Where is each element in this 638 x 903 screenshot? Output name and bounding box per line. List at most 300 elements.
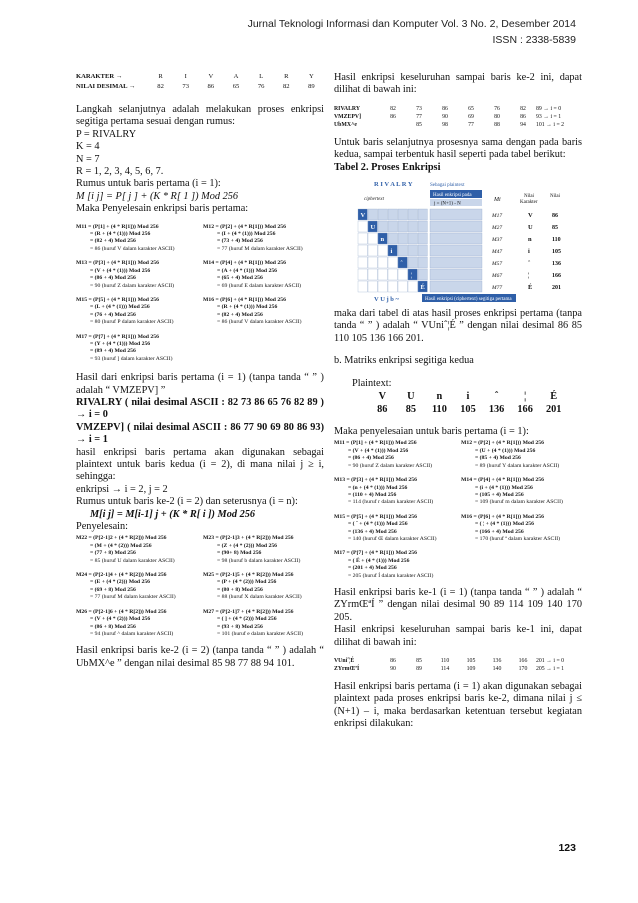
row-value: 98 <box>442 121 448 128</box>
formula-line: M[i j] = M[i-1] j + (K * R[ i ]) Mod 256 <box>90 508 256 520</box>
calc-header: M14 = (P[4] + (4 * R[1])) Mod 256 <box>203 260 286 267</box>
char-cell: Y <box>309 73 314 80</box>
paragraph: enkripsi → i = 2, j = 2 <box>76 483 168 495</box>
fig-cell <box>378 269 387 280</box>
paragraph: Langkah selanjutnya adalah melakukan proses enkripsi segitiga pertama sesuai dengan rumus: <box>76 104 324 128</box>
fig-diag-char: i <box>390 248 393 256</box>
row-value: 110 <box>440 658 450 664</box>
calc-line: = (85 + 4) Mod 256 <box>475 455 521 462</box>
calc-line: = (i + (4 * (1))) Mod 256 <box>475 484 533 491</box>
row-value: 86 <box>442 105 448 112</box>
fig-m-label: M47 <box>492 249 503 256</box>
row-value: 109 <box>466 666 476 672</box>
calc-line: = (86 + 4) Mod 256 <box>90 275 136 282</box>
calc-header: M27 = (P[2-1]7 + (4 * R[2])) Mod 256 <box>203 608 294 615</box>
calc-line: = 205 (huruf Í dalam karakter ASCII) <box>348 572 434 579</box>
row-value: 101 <box>536 121 545 128</box>
fig-result-char: V <box>528 212 533 220</box>
calc-cell <box>203 297 324 327</box>
fig-cell <box>408 281 417 292</box>
calc-cell <box>203 572 324 602</box>
fig-result-value: 86 <box>552 213 558 220</box>
calc-line: = (L + (4 * (1))) Mod 256 <box>90 304 150 311</box>
fig-result-value: 166 <box>552 273 561 280</box>
calc-cell <box>334 514 455 544</box>
calc-line: = (77 + 8) Mod 256 <box>90 550 136 557</box>
row-value: 73 <box>416 105 422 112</box>
calc-header: M12 = (P[2] + (4 * R[1])) Mod 256 <box>203 223 286 230</box>
paragraph: hasil enkripsi baris pertama akan digunakan sebagai plaintext untuk baris kedua (i = 2), di mana nilai j ≥ i, sehingga: <box>76 446 324 483</box>
paragraph: RIVALRY ( nilai desimal ASCII : 82 73 86 65 76 82 89 ) → i = 0 <box>76 396 324 421</box>
fig-formula-cell <box>430 245 482 256</box>
fig-diag-char: ˆ <box>400 260 403 268</box>
fig-m-label: M77 <box>492 285 503 292</box>
calc-line: = (V + (4 * (2))) Mod 256 <box>90 616 151 623</box>
fig-result-value: 110 <box>552 237 561 244</box>
fig-formula-cell <box>430 269 482 280</box>
row-value <box>380 121 406 129</box>
fig-result-char: U <box>528 224 533 232</box>
calc-line: = (110 + 4) Mod 256 <box>348 491 397 498</box>
calc-line: = (166 + 4) Mod 256 <box>475 528 524 535</box>
plaintext-char: ¦ <box>523 391 527 403</box>
calc-line: = (U + (4 * (1))) Mod 256 <box>475 447 536 454</box>
calc-cell <box>203 609 324 639</box>
fig-cell <box>408 245 417 256</box>
fig-diag-char: ¦ <box>410 272 412 280</box>
fig-cell <box>378 245 387 256</box>
fig-cell <box>358 281 367 292</box>
calc-cell <box>203 535 324 565</box>
fig-cell <box>388 233 397 244</box>
row-value: 93 <box>536 113 542 120</box>
calc-line: = 94 (huruf ^ dalam karakter ASCII) <box>90 630 174 637</box>
calc-header: M11 = (P[1] + (4 * R[1])) Mod 256 <box>76 223 159 230</box>
calc-line: = (136 + 4) Mod 256 <box>348 528 397 535</box>
val-cell: 82 <box>157 83 164 90</box>
formula-line: N = 7 <box>76 153 100 165</box>
fig-m-label: M17 <box>492 213 503 220</box>
calc-line: = 77 (huruf M dalam karakter ASCII) <box>90 594 176 601</box>
calc-cell <box>76 260 197 290</box>
fig-cell <box>398 233 407 244</box>
row-value: 80 <box>494 113 500 120</box>
row-value: 88 <box>494 121 500 128</box>
fig-cipher-label: ciphertext <box>364 197 384 203</box>
calc-line: = (Z + (4 * (2))) Mod 256 <box>217 542 278 549</box>
calc-header: M13 = (P[3] + (4 * R[1])) Mod 256 <box>334 477 417 484</box>
row-value: 85 <box>416 658 422 664</box>
calc-header: M15 = (P[5] + (4 * R[1])) Mod 256 <box>334 513 417 520</box>
calc-cell <box>461 514 582 544</box>
fig-cell <box>388 269 397 280</box>
calc-header: M17 = (P[7] + (4 * R[1])) Mod 256 <box>76 333 159 340</box>
fig-m-label: M67 <box>492 273 503 280</box>
fig-hasil-label: Hasil enkripsi pada <box>433 193 472 199</box>
fig-nilai-label2: Nilai <box>550 194 560 200</box>
row-value: 65 <box>468 105 474 112</box>
fig-cell <box>418 221 427 232</box>
paragraph: Hasil dari enkripsi baris pertama (i = 1) (tanpa tanda “ ” ) adalah “ VMZEPV] ” <box>76 372 324 396</box>
calc-cell <box>76 535 197 565</box>
formula-line: P = RIVALRY <box>76 128 137 140</box>
fig-cell <box>418 209 427 220</box>
row-value: 94 <box>520 121 526 128</box>
row-value: 76 <box>494 105 500 112</box>
calc-cell <box>76 334 197 364</box>
calc-line: = (P + (4 * (2))) Mod 256 <box>217 579 277 586</box>
row-value: 77 <box>468 121 474 128</box>
fig-cell <box>418 257 427 268</box>
calc-line: = (89 + 4) Mod 256 <box>90 348 136 355</box>
calc-line: = 69 (huruf E dalam karakter ASCII) <box>217 282 302 289</box>
formula-line: Maka Penyelesain enkripsi baris pertama: <box>76 203 249 215</box>
calc-line: = (R + (4 * (1))) Mod 256 <box>217 304 278 311</box>
calc-line: = (76 + 4) Mod 256 <box>90 311 136 318</box>
calc-header: M15 = (P[5] + (4 * R[1])) Mod 256 <box>76 296 159 303</box>
calc-line: = (86 + 4) Mod 256 <box>348 455 394 462</box>
fig-bottom-label2: Hasil enkripsi (ciphertext) segitiga pertama <box>425 297 512 303</box>
fig-cell <box>358 257 367 268</box>
calc-line: = (201 + 4) Mod 256 <box>348 565 397 572</box>
calc-cell <box>76 609 197 639</box>
char-cell: V <box>208 73 214 80</box>
calc-line: = (65 + 4) Mod 256 <box>217 275 263 282</box>
fig-result-value: 201 <box>552 285 561 292</box>
calc-line: = 77 (huruf M dalam karakter ASCII) <box>217 245 303 252</box>
calc-cell <box>76 572 197 602</box>
fig-result-value: 105 <box>552 249 561 256</box>
fig-diag-char: É <box>420 284 425 292</box>
calc-line: = 86 (huruf V dalam karakter ASCII) <box>90 245 175 252</box>
calc-line: = (86 + 8) Mod 256 <box>90 623 136 630</box>
fig-cell <box>398 281 407 292</box>
row-label: ZYrmŒªÍ <box>334 666 360 672</box>
calc-cell <box>76 224 197 254</box>
fig-cell <box>418 233 427 244</box>
formula-line: Rumus untuk baris pertama (i = 1): <box>76 178 221 190</box>
plaintext-value: 86 <box>377 404 388 416</box>
fig-result-char: n <box>528 236 532 244</box>
row-value: 86 <box>390 658 396 664</box>
calc-line: = 85 (huruf U dalam karakter ASCII) <box>90 557 175 564</box>
row-value: 205 <box>536 666 545 672</box>
plaintext-value: 85 <box>405 404 416 416</box>
right-column <box>334 72 582 731</box>
calc-cell <box>334 440 455 470</box>
row-arrow: → i = 1 <box>543 113 562 120</box>
row-value: 82 <box>520 105 526 112</box>
formula-line: K = 4 <box>76 141 100 153</box>
calc-line: = (V + (4 * (1))) Mod 256 <box>348 447 409 454</box>
row-value: 85 <box>416 121 422 128</box>
paragraph: maka dari tabel di atas hasil proses enkripsi pertama (tanpa tanda “ ” ) adalah “ VUniˆ¦É ” dengan nilai desimal 86 85 110 105 136 166 201. <box>334 308 582 344</box>
plaintext-char: É <box>550 391 558 403</box>
result-table-1 <box>334 105 582 129</box>
fig-cell <box>388 245 397 256</box>
issn-header: ISSN : 2338-5839 <box>492 34 576 46</box>
paragraph: Hasil enkripsi baris pertama (i = 1) akan digunakan sebagai plaintext pada proses enkripsi baris ke-2, dimana nilai j ≤ (N+1) – i, maka berdasarkan ketentuan tersebut kegiatan enkripsi dilakukan: <box>334 681 582 730</box>
nilai-label: NILAI DESIMAL → <box>76 83 136 90</box>
calc-line: = 80 (huruf P dalam karakter ASCII) <box>90 319 174 326</box>
calc-cell <box>461 477 582 507</box>
fig-diag-char: U <box>370 224 376 232</box>
calc-line: = 114 (huruf r dalam karakter ASCII) <box>348 499 434 506</box>
calc-line: = (Y + (4 * (1))) Mod 256 <box>90 340 151 347</box>
fig-cell <box>418 245 427 256</box>
row-arrow: → i = 2 <box>546 121 565 128</box>
fig-formula-cell <box>430 233 482 244</box>
val-cell: 65 <box>232 83 240 90</box>
calc-line: = (105 + 4) Mod 256 <box>475 491 524 498</box>
paragraph: Hasil enkripsi baris ke-2 (i = 2) (tanpa tanda “ ” ) adalah “ UbMX^e ” dengan nilai desimal 85 98 77 88 94 101. <box>76 645 324 669</box>
calc-line: = ( ] + (4 * (2))) Mod 256 <box>217 616 277 623</box>
fig-m-label: M37 <box>492 237 503 244</box>
calc-line: = (73 + 4) Mod 256 <box>217 238 263 245</box>
paragraph: Rumus untuk baris ke-2 (i = 2) dan seterusnya (i = n): <box>76 496 298 508</box>
row-value-arrow <box>536 657 582 665</box>
paragraph: Hasil enkripsi keseluruhan sampai baris ke-1 ini, dapat dilihat di bawah ini: <box>334 624 582 648</box>
fig-nilai-label: Nilai <box>524 194 534 200</box>
calc-cell <box>334 550 455 580</box>
fig-top-label: R I V A L R Y <box>374 181 413 189</box>
fig-cell <box>388 257 397 268</box>
val-cell: 89 <box>308 83 315 90</box>
fig-cell <box>368 281 377 292</box>
page-number: 123 <box>558 842 576 854</box>
calc-cell <box>203 224 324 254</box>
calc-block-2 <box>76 535 324 645</box>
fig-cell <box>398 269 407 280</box>
fig-result-char: ¦ <box>528 272 530 280</box>
plaintext-value: 166 <box>517 404 533 416</box>
fig-result-char: i <box>528 248 530 256</box>
val-cell: 82 <box>282 83 290 90</box>
row-label: VMZEPV] <box>334 113 362 120</box>
plaintext-value: 110 <box>431 404 447 416</box>
calc-line: = (82 + 4) Mod 256 <box>217 311 263 318</box>
paragraph: Untuk baris selanjutnya prosesnya sama dengan pada baris kedua, sampai terbentuk hasil seperti pada tabel berikut: <box>334 136 582 161</box>
calc-header: M22 = (P[2-1]2 + (4 * R[2])) Mod 256 <box>76 535 167 542</box>
row-value: 105 <box>466 658 476 664</box>
fig-rows-label: j = (N+1) - N <box>434 201 461 207</box>
char-cell: A <box>233 73 239 80</box>
fig-formula-cell <box>430 221 482 232</box>
calc-line: = 90 (huruf Z dalam karakter ASCII) <box>348 462 433 469</box>
fig-mi-label: Mi <box>494 197 501 204</box>
table-caption: Tabel 2. Proses Enkripsi <box>334 161 441 173</box>
fig-cell <box>398 257 407 268</box>
row-label: RIVALRY <box>334 105 361 112</box>
plaintext-chars <box>368 390 568 403</box>
row-value: 86 <box>520 113 526 120</box>
calc-line: = (V + (4 * (1))) Mod 256 <box>90 267 151 274</box>
paragraph: Hasil enkripsi keseluruhan sampai baris ke-2 ini, dapat dilihat di bawah ini: <box>334 72 582 96</box>
fig-result-char: É <box>528 284 533 292</box>
calc-header: M17 = (P[7] + (4 * R[1])) Mod 256 <box>334 550 417 557</box>
calc-header: M25 = (P[2-1]5 + (4 * R[2])) Mod 256 <box>203 572 294 579</box>
paragraph: Hasil enkripsi baris ke-1 (i = 1) (tanpa tanda “ ” ) adalah “ ZYrmŒªÍ ” dengan nilai desimal 90 89 114 109 140 170 205. <box>334 586 582 623</box>
calc-cell <box>76 297 197 327</box>
fig-formula-cell <box>430 257 482 268</box>
fig-cell <box>368 257 377 268</box>
fig-cell <box>388 221 397 232</box>
calc-line: = (90+ 8) Mod 256 <box>217 550 262 557</box>
row-value: 136 <box>492 658 502 664</box>
figure-graphic <box>334 177 582 305</box>
fig-top-label2: Sebagai plaintext <box>430 183 465 189</box>
fig-cell <box>408 233 417 244</box>
row-value: 86 <box>390 113 396 120</box>
formula-line: R = 1, 2, 3, 4, 5, 6, 7. <box>76 166 164 178</box>
calc-block-1 <box>76 224 324 371</box>
fig-cell <box>398 221 407 232</box>
calc-header: M11 = (P[1] + (4 * R[1])) Mod 256 <box>334 440 417 447</box>
calc-line: = (M + (4 * (2))) Mod 256 <box>90 542 152 549</box>
calc-line: = (A + (4 * (1))) Mod 256 <box>217 267 278 274</box>
fig-cell <box>358 221 367 232</box>
fig-cell <box>358 269 367 280</box>
calc-line: = 140 (huruf Œ dalam karakter ASCII) <box>348 535 437 542</box>
calc-line: = (82 + 4) Mod 256 <box>90 238 136 245</box>
plaintext-char: ˆ <box>494 391 499 403</box>
fig-cell <box>368 245 377 256</box>
journal-header: Jurnal Teknologi Informasi dan Komputer Vol. 3 No. 2, Desember 2014 <box>247 18 576 30</box>
fig-formula-cell <box>430 281 482 292</box>
plaintext-value: 105 <box>460 404 476 416</box>
fig-cell <box>388 281 397 292</box>
fig-cell <box>418 269 427 280</box>
plaintext-char: i <box>466 391 470 403</box>
fig-result-value: 85 <box>552 225 558 232</box>
karakter-label: KARAKTER → <box>76 73 123 80</box>
calc-line: = (n + (4 * (1))) Mod 256 <box>348 484 408 491</box>
calc-header: M14 = (P[4] + (4 * R[1])) Mod 256 <box>461 477 544 484</box>
val-cell: 76 <box>257 83 265 90</box>
plaintext-char: U <box>407 391 415 403</box>
fig-cell <box>378 257 387 268</box>
fig-m-label: M27 <box>492 225 503 232</box>
calc-line: = (R + (4 * (1))) Mod 256 <box>90 231 151 238</box>
plaintext-value: 136 <box>488 404 505 416</box>
fig-diag-char: n <box>380 236 385 244</box>
calc-line: = 93 (huruf ] dalam karakter ASCII) <box>90 355 173 362</box>
row-arrow: → i = 1 <box>546 666 565 672</box>
calc-header: M16 = (P[6] + (4 * R[1])) Mod 256 <box>461 513 544 520</box>
plaintext-value: 201 <box>545 404 562 416</box>
char-cell: R <box>158 73 163 80</box>
plaintext-char: n <box>436 391 443 403</box>
fig-cell <box>408 257 417 268</box>
fig-cell <box>358 245 367 256</box>
row-value: 90 <box>442 113 448 120</box>
paragraph: Maka penyelesaian untuk baris pertama (i = 1): <box>334 426 529 438</box>
fig-m-label: M57 <box>492 261 503 268</box>
formula-line: M [i j] = P[ j ] + (K * R[ 1 ]) Mod 256 <box>76 190 239 202</box>
paragraph: b. Matriks enkripsi segitiga kedua <box>334 355 474 367</box>
paragraph: Plaintext: <box>352 377 392 389</box>
calc-header: M23 = (P[2-1]3 + (4 * R[2])) Mod 256 <box>203 535 294 542</box>
fig-cell <box>408 221 417 232</box>
char-cell: R <box>284 73 289 80</box>
row-value: 69 <box>468 113 474 120</box>
row-value: 201 <box>536 658 545 664</box>
row-value: 89 <box>416 666 422 672</box>
calc-line: = 98 (huruf b dalam karakter ASCII) <box>217 557 301 564</box>
plaintext-char: V <box>378 391 386 403</box>
calc-line: = (80 + 8) Mod 256 <box>217 586 263 593</box>
row-value: 77 <box>416 113 422 120</box>
karakter-table <box>76 72 324 92</box>
calc-line: = 86 (huruf V dalam karakter ASCII) <box>217 319 302 326</box>
char-cell: I <box>184 73 187 80</box>
fig-cell <box>388 209 397 220</box>
calc-line: = (69 + 8) Mod 256 <box>90 586 136 593</box>
fig-cell <box>378 281 387 292</box>
row-label: UbMX^e <box>334 121 358 128</box>
calc-cell <box>334 477 455 507</box>
row-value: 140 <box>492 666 502 672</box>
fig-result-char: ˆ <box>528 260 531 268</box>
calc-line: = 90 (huruf Z dalam karakter ASCII) <box>90 282 175 289</box>
calc-line: = 88 (huruf X dalam karakter ASCII) <box>217 594 302 601</box>
encryption-process-figure <box>334 177 582 305</box>
calc-line: = (E + (4 * (2))) Mod 256 <box>90 579 151 586</box>
fig-cell <box>368 233 377 244</box>
fig-cell <box>398 245 407 256</box>
row-arrow: → i = 0 <box>546 658 565 664</box>
row-value-arrow <box>536 105 582 113</box>
calc-line: = 170 (huruf ª dalam karakter ASCII) <box>475 535 561 542</box>
left-column <box>76 72 324 670</box>
row-value: 170 <box>518 666 528 672</box>
fig-cell <box>358 233 367 244</box>
fig-cell <box>398 209 407 220</box>
paragraph: VMZEPV] ( nilai desimal ASCII : 86 77 90 69 80 86 93) → i = 1 <box>76 421 324 446</box>
fig-karakter-label: Karakter <box>520 200 538 206</box>
row-value: 114 <box>440 666 450 672</box>
calc-header: M16 = (P[6] + (4 * R[1])) Mod 256 <box>203 296 286 303</box>
calc-header: M24 = (P[2-1]4 + (4 * R[2])) Mod 256 <box>76 572 167 579</box>
fig-cell <box>368 209 377 220</box>
paragraph: Penyelesain: <box>76 521 129 533</box>
calc-line: = (93 + 8) Mod 256 <box>217 623 263 630</box>
calc-header: M26 = (P[2-1]6 + (4 * R[2])) Mod 256 <box>76 608 167 615</box>
val-cell: 86 <box>207 83 215 90</box>
calc-header: M13 = (P[3] + (4 * R[1])) Mod 256 <box>76 260 159 267</box>
val-cell: 73 <box>182 83 189 90</box>
plaintext-values <box>368 403 568 416</box>
calc-line: = (I + (4 * (1))) Mod 256 <box>217 231 276 238</box>
row-value-arrow <box>536 121 582 129</box>
calc-line: = 89 (huruf Y dalam karakter ASCII) <box>475 462 560 469</box>
fig-result-value: 136 <box>552 261 561 268</box>
calc-line: = ( ˆ + (4 * (1))) Mod 256 <box>348 521 408 528</box>
row-value: 82 <box>390 105 396 112</box>
row-value: 89 <box>536 105 542 112</box>
row-value: 90 <box>390 666 396 672</box>
fig-cell <box>408 209 417 220</box>
fig-rows <box>358 209 561 292</box>
fig-formula-cell <box>430 209 482 220</box>
calc-line: = 109 (huruf m dalam karakter ASCII) <box>475 499 563 506</box>
row-label: VUniˆ¦É <box>334 658 355 664</box>
fig-cell <box>378 209 387 220</box>
calc-line: = ( É + (4 * (1))) Mod 256 <box>348 557 410 564</box>
calc-line: = ( ¦ + (4 * (1))) Mod 256 <box>475 521 534 528</box>
calc-cell <box>461 440 582 470</box>
calc-header: M12 = (P[2] + (4 * R[1])) Mod 256 <box>461 440 544 447</box>
